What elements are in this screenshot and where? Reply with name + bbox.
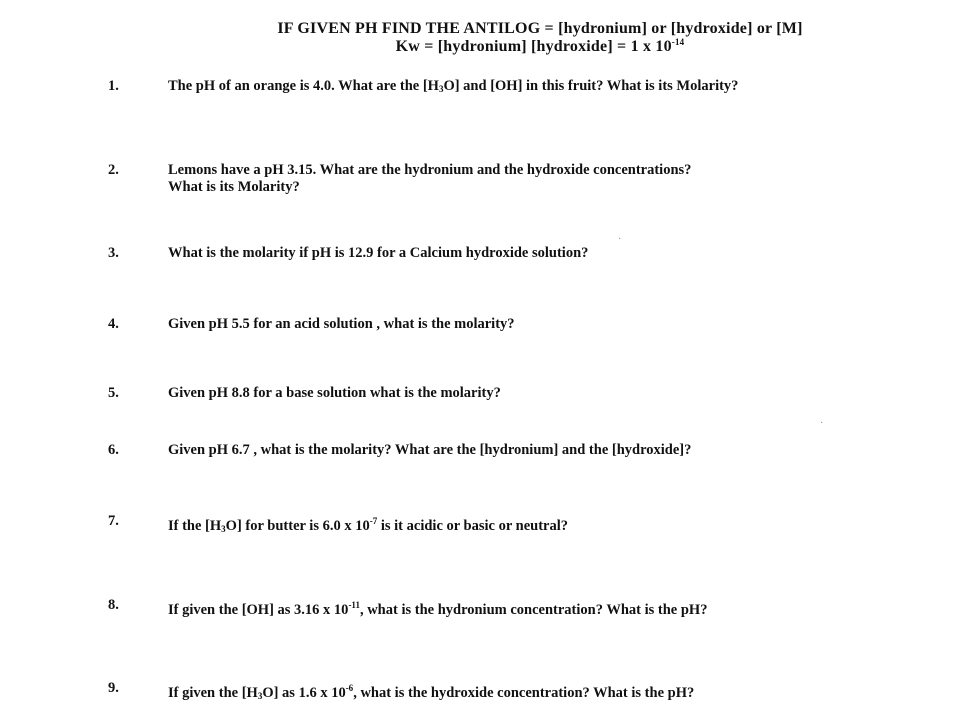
question-number-2: 2. <box>108 162 119 178</box>
question-1-subscript: 3 <box>438 84 444 94</box>
question-1-part-1: The pH of an orange is 4.0. What are the [H <box>168 78 439 94</box>
question-2 <box>168 162 928 196</box>
question-5: Given pH 8.8 for a base solution what is the molarity? <box>168 385 501 401</box>
question-number-7: 7. <box>108 513 119 529</box>
question-1 <box>168 78 928 98</box>
question-9-exponent: -6 <box>345 683 354 693</box>
question-7-subscript: 3 <box>221 524 226 534</box>
question-8-part-1: If given the [OH] as 3.16 x 10 <box>168 602 349 618</box>
question-9-subscript: 3 <box>257 691 263 701</box>
question-7 <box>168 513 928 538</box>
scan-speck: · <box>618 234 622 245</box>
question-1-part-2: O] and [OH] in this fruit? What is its Molarity? <box>443 78 739 94</box>
kw-exponent: -14 <box>671 37 685 47</box>
question-number-5: 5. <box>108 385 119 401</box>
question-9-part-2: O] as 1.6 x 10 <box>262 685 346 701</box>
question-3: What is the molarity if pH is 12.9 for a Calcium hydroxide solution? <box>168 245 589 261</box>
question-7-part-3: is it acidic or basic or neutral? <box>377 518 569 534</box>
question-number-1: 1. <box>108 78 119 94</box>
question-8-exponent: -11 <box>348 600 360 610</box>
question-2-line-2: What is its Molarity? <box>168 179 300 195</box>
question-2-line-1: Lemons have a pH 3.15. What are the hydronium and the hydroxide concentrations? <box>168 162 692 178</box>
question-7-exponent: -7 <box>369 516 378 526</box>
question-number-9: 9. <box>108 680 119 696</box>
question-4: Given pH 5.5 for an acid solution , what is the molarity? <box>168 316 515 332</box>
scan-speck: · <box>820 418 824 429</box>
question-8-part-2: , what is the hydronium concentration? What is the pH? <box>359 602 708 618</box>
question-9-part-1: If given the [H <box>168 685 258 701</box>
question-7-part-1: If the [H <box>168 518 222 534</box>
question-6: Given pH 6.7 , what is the molarity? What are the [hydronium] and the [hydroxide]? <box>168 442 692 458</box>
question-9-part-3: , what is the hydroxide concentration? What is the pH? <box>353 685 695 701</box>
question-number-3: 3. <box>108 245 119 261</box>
question-7-part-2: O] for butter is 6.0 x 10 <box>225 518 370 534</box>
question-number-8: 8. <box>108 597 119 613</box>
worksheet-title: IF GIVEN PH FIND THE ANTILOG = [hydronium] or [hydroxide] or [M] <box>277 20 803 37</box>
question-8 <box>168 597 928 619</box>
kw-equation <box>0 37 960 56</box>
question-number-4: 4. <box>108 316 119 332</box>
kw-equation-text: Kw = [hydronium] [hydroxide] = 1 x 10 <box>395 38 672 55</box>
question-number-6: 6. <box>108 442 119 458</box>
question-9 <box>168 680 928 705</box>
